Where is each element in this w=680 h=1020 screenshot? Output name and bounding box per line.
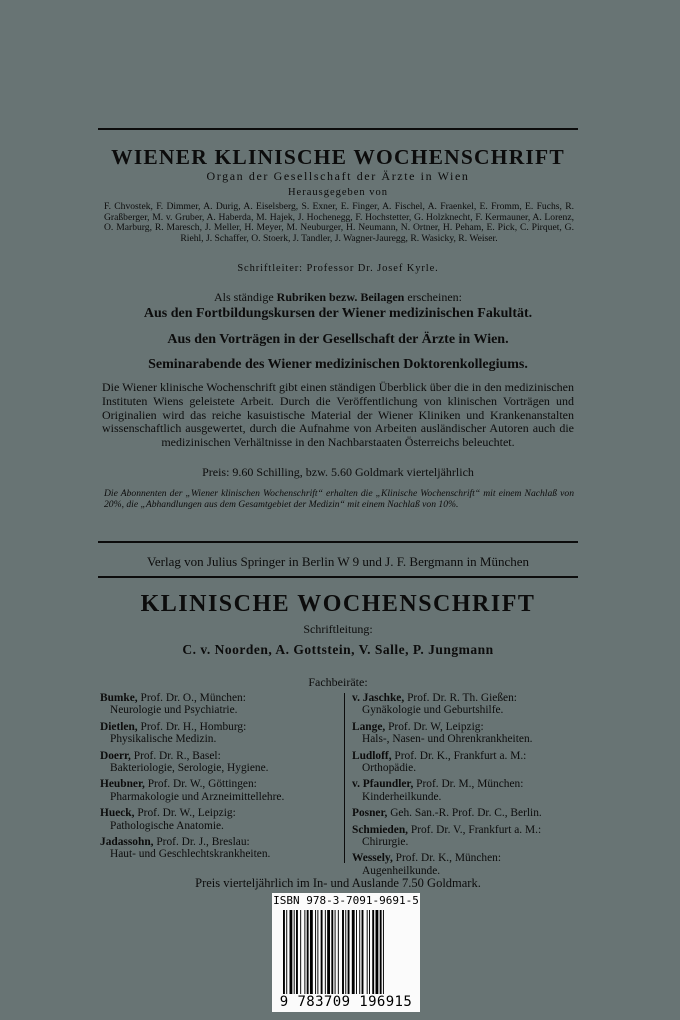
barcode-bar [310,910,313,994]
barcode-bar [331,910,333,994]
barcode-bar [325,910,326,994]
rule-before-verlag [98,541,578,543]
barcode-bar [307,910,309,994]
rubrik-suffix: erscheinen: [407,290,462,304]
advisor-entry: Jadassohn, Prof. Dr. J., Breslau: Haut- und Geschlechtskrankheiten. [100,836,271,861]
isbn-barcode [272,893,420,1012]
barcode-bar [342,910,344,994]
top-rule [98,128,578,130]
barcode-bar [315,910,316,994]
description-paragraph: Die Wiener klinische Wochenschrift gibt einen ständigen Überblick über die in den medizinischen Instituten Wiens geleistete Arbeit. Durch die Veröffentlichung von klinischen Vorträgen und Originalien wird das reiche kasuistische Material der Wiener Kliniken und Krankenanstalten wissenschaftlich ausgewertet, durch die Aufnahme von Arbeiten ausländischer Autoren auch die medizinischen Verhältnisse in den Nachbarstaaten Österreichs beleuchtet. [102,380,574,450]
column-divider [344,693,345,863]
beilage-fortbildung: Aus den Fortbildungskursen der Wiener medizinischen Fakultät. [143,306,533,321]
advisor-entry: Ludloff, Prof. Dr. K., Frankfurt a. M.: Orthopädie. [352,749,527,775]
advisor-entry: Hueck, Prof. Dr. W., Leipzig: Pathologische Anatomie. [100,807,236,832]
barcode-bar [345,910,346,994]
advisor-entry: Heubner, Prof. Dr. W., Göttingen: Pharmakologie und Arzneimittellehre. [100,778,285,803]
fachbeiraete-label: Fachbeiräte: [308,675,368,689]
barcode-bar [372,910,374,994]
schriftleiter: Schriftleiter: Professor Dr. Josef Kyrle. [237,263,439,274]
rubrik-line [98,290,578,305]
barcode-bar [286,910,287,994]
barcode-bar [359,910,360,994]
advisor-entry: v. Jaschke, Prof. Dr. R. Th. Gießen: Gynäkologie und Geburtshilfe. [352,692,517,717]
barcode-bar [356,910,357,994]
journal-subtitle: Organ der Gesellschaft der Ärzte in Wien [206,169,470,183]
barcode-bar [338,910,339,994]
barcode-bar [300,910,301,994]
barcode-bar [290,910,293,994]
subscriber-note: Die Abonnenten der „Wiener klinischen Wochenschrift“ erhalten die „Klinische Wochenschrift“ mit einem Nachlaß von 20%, die „Abhandlungen aus dem Gesamtgebiet der Medizin“ mit einem Nachlaß von 10%. [104,488,574,510]
beilage-seminarabende: Seminarabende des Wiener medizinischen Doktorenkollegiums. [148,357,528,372]
advisors-left-column [100,692,336,865]
barcode-bar [317,910,318,994]
barcode-bar [367,910,368,994]
barcode-bar [369,910,370,994]
barcode-bar [362,910,364,994]
advisor-entry: Doerr, Prof. Dr. R., Basel: Bakteriologie, Serologie, Hygiene. [100,749,269,775]
barcode-bar [352,910,355,994]
barcode-bar [294,910,295,994]
barcode-digits: 9 783709 196915 [279,994,413,1010]
advisor-entry: Bumke, Prof. Dr. O., München: Neurologie und Psychiatrie. [100,692,246,717]
isbn-text: ISBN 978-3-7091-9691-5 [273,894,419,907]
advisor-entry: Wessely, Prof. Dr. K., München: Augenheilkunde. [352,852,502,877]
journal-title-klinische: KLINISCHE WOCHENSCHRIFT [140,591,536,617]
barcode-bar [283,910,285,994]
publisher-line: Verlag von Julius Springer in Berlin W 9 und J. F. Bergmann in München [146,554,530,569]
barcode-bars [281,910,411,994]
editors-list: F. Chvostek, F. Dimmer, A. Durig, A. Eiselsberg, S. Exner, E. Finger, A. Fischel, A. Fraenkel, E. Fromm, E. Fuchs, R. Graßberger, M. v. Gruber, A. Haberda, M. Hajek, J. Hochenegg, F. Hochstetter, G. Holzknecht, F. Kermauner, A. Lorenz, O. Marburg, R. Maresch, J. Meller, H. Meyer, M. Neuburger, H. Neumann, N. Ortner, H. Peham, E. Pick, C. Pirquet, G. Riehl, J. Schaffer, O. Stoerk, J. Tandler, J. Wagner-Jauregg, R. Wasicky, R. Weiser. [104,201,574,244]
schriftleitung-names: C. v. Noorden, A. Gottstein, V. Salle, P. Jungmann [182,642,494,657]
advisor-entry: v. Pfaundler, Prof. Dr. M., München: Kinderheilkunde. [352,778,524,803]
barcode-bar [376,910,379,994]
rubrik-prefix: Als ständige [214,290,274,304]
beilage-vortraege: Aus den Vorträgen in der Gesellschaft der Ärzte in Wien. [167,332,509,347]
advisor-entry: Schmieden, Prof. Dr. V., Frankfurt a. M.: Chirurgie. [352,823,542,849]
price-klinische: Preis vierteljährlich im In- und Auslande 7.50 Goldmark. [195,876,481,890]
advisors-right-column [352,692,582,881]
advisor-entry: Dietlen, Prof. Dr. H., Homburg: Physikalische Medizin. [100,720,247,746]
barcode-bar [296,910,298,994]
rubrik-bold: Rubriken bezw. Beilagen [276,290,405,304]
advisor-entry: Lange, Prof. Dr. W, Leipzig: Hals-, Nasen- und Ohrenkrankheiten. [352,720,533,746]
journal-title-wiener: WIENER KLINISCHE WOCHENSCHRIFT [111,145,565,169]
barcode-bar [335,910,336,994]
schriftleitung-label: Schriftleitung: [303,622,373,636]
rule-after-verlag [98,576,578,578]
barcode-bar [380,910,382,994]
barcode-bar [304,910,305,994]
advisor-entry: Posner, Geh. San.-R. Prof. Dr. C., Berlin. [352,807,542,820]
barcode-bar [327,910,330,994]
barcode-bar [348,910,350,994]
barcode-bar [383,910,384,994]
barcode-bar [321,910,323,994]
herausgegeben-label: Herausgegeben von [287,187,389,198]
price-wiener: Preis: 9.60 Schilling, bzw. 5.60 Goldmark vierteljährlich [202,465,474,479]
